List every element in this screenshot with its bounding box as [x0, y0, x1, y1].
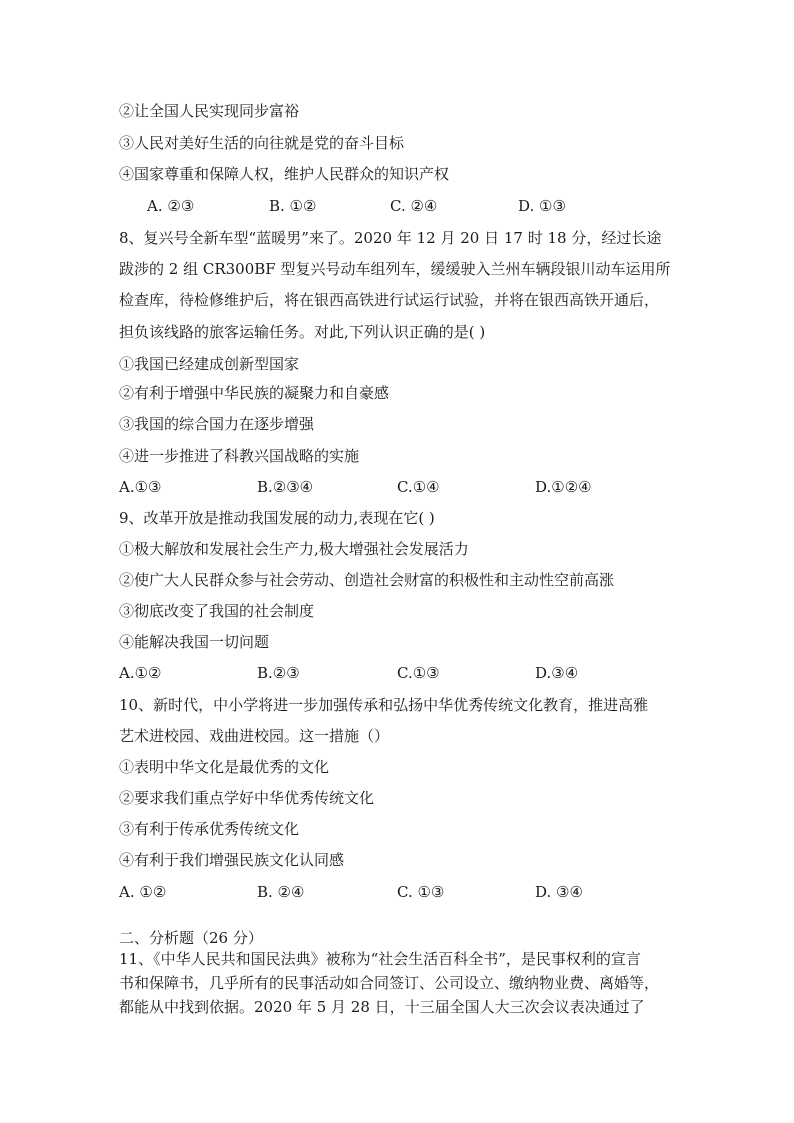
- q7-option-c[interactable]: C. ②④: [390, 197, 438, 215]
- q10-option-c[interactable]: C. ①③: [397, 883, 445, 901]
- q8-statement-3: ③我国的综合国力在逐步增强: [119, 415, 315, 433]
- q8-option-c[interactable]: C.①④: [397, 478, 440, 496]
- q9-option-d[interactable]: D.③④: [535, 664, 579, 682]
- q9-option-a[interactable]: A.①②: [119, 664, 162, 682]
- q9-options: [119, 663, 679, 683]
- q8-statement-2: ②有利于增强中华民族的凝聚力和自豪感: [119, 384, 390, 402]
- q7-statement-2: ②让全国人民实现同步富裕: [119, 102, 300, 120]
- q7-option-d[interactable]: D. ①③: [518, 197, 566, 215]
- q7-option-b[interactable]: B. ①②: [269, 197, 317, 215]
- q10-option-a[interactable]: A. ①②: [119, 883, 167, 901]
- q11-line-3: 都能从中找到依据。2020 年 5 月 28 日，十三届全国人大三次会议表决通过了: [119, 998, 645, 1016]
- q7-option-a[interactable]: A. ②③: [147, 197, 195, 215]
- q7-statement-4: ④国家尊重和保障人权，维护人民群众的知识产权: [119, 165, 450, 183]
- q7-statement-3: ③人民对美好生活的向往就是党的奋斗目标: [119, 134, 405, 152]
- q10-stem-line-1: 10、新时代，中小学将进一步加强传承和弘扬中华优秀传统文化教育，推进高雅: [119, 696, 649, 714]
- q11-line-1: 11、《中华人民共和国民法典》被称为“社会生活百科全书”，是民事权利的宣言: [119, 950, 641, 968]
- q8-stem-line-2: 跋涉的 2 组 CR300BF 型复兴号动车组列车，缓缓驶入兰州车辆段银川动车运用所: [119, 260, 671, 278]
- q8-option-a[interactable]: A.①③: [119, 478, 162, 496]
- q10-statement-2: ②要求我们重点学好中华优秀传统文化: [119, 789, 375, 807]
- q9-statement-1: ①极大解放和发展社会生产力,极大增强社会发展活力: [119, 540, 469, 558]
- q9-stem: 9、改革开放是推动我国发展的动力,表现在它( ): [119, 509, 435, 527]
- section-2-heading: 二、分析题（26 分）: [119, 929, 263, 947]
- q9-statement-2: ②使广大人民群众参与社会劳动、创造社会财富的积极性和主动性空前高涨: [119, 571, 615, 589]
- q8-option-b[interactable]: B.②③④: [257, 478, 314, 496]
- q8-statement-1: ①我国已经建成创新型国家: [119, 355, 300, 373]
- q10-stem-line-2: 艺术进校园、戏曲进校园。这一措施（）: [119, 727, 390, 745]
- q9-option-b[interactable]: B.②③: [257, 664, 300, 682]
- q10-option-b[interactable]: B. ②④: [257, 883, 305, 901]
- q8-stem-line-4: 担负该线路的旅客运输任务。对此,下列认识正确的是( ): [119, 323, 486, 341]
- q9-statement-3: ③彻底改变了我国的社会制度: [119, 602, 315, 620]
- q9-statement-4: ④能解决我国一切问题: [119, 633, 270, 651]
- q10-options: [119, 882, 679, 902]
- q8-options: [119, 477, 679, 497]
- q10-statement-4: ④有利于我们增强民族文化认同感: [119, 851, 345, 869]
- q10-statement-3: ③有利于传承优秀传统文化: [119, 820, 300, 838]
- q10-option-d[interactable]: D. ③④: [535, 883, 583, 901]
- q8-stem-line-3: 检查库，待检修维护后，将在银西高铁进行试运行试验，并将在银西高铁开通后，: [119, 291, 660, 309]
- q7-options: [119, 196, 679, 216]
- q11-line-2: 书和保障书，几乎所有的民事活动如合同签订、公司设立、缴纳物业费、离婚等，: [119, 974, 660, 992]
- q10-statement-1: ①表明中华文化是最优秀的文化: [119, 758, 330, 776]
- q8-option-d[interactable]: D.①②④: [535, 478, 592, 496]
- q8-statement-4: ④进一步推进了科教兴国战略的实施: [119, 447, 360, 465]
- q9-option-c[interactable]: C.①③: [397, 664, 440, 682]
- q8-stem-line-1: 8、复兴号全新车型“蓝暖男”来了。2020 年 12 月 20 日 17 时 18 分，经过长途: [119, 229, 662, 247]
